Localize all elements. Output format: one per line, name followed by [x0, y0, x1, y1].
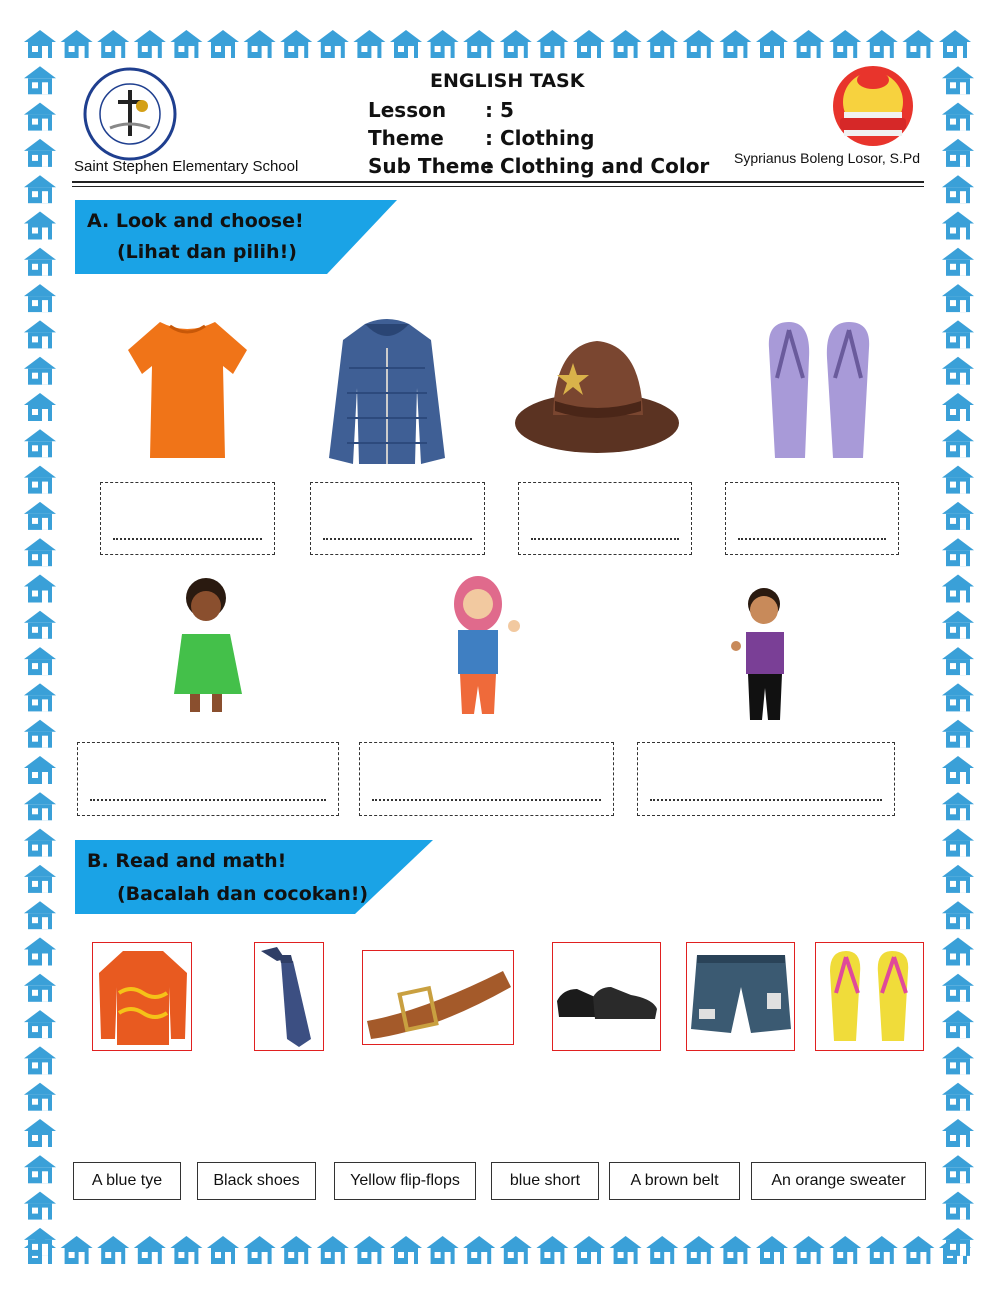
- house-icon: [280, 1236, 312, 1264]
- house-icon: [866, 1236, 898, 1264]
- house-icon: [317, 1236, 349, 1264]
- house-icon: [170, 30, 202, 58]
- house-icon: [829, 1236, 861, 1264]
- house-icon: [24, 212, 56, 240]
- house-icon: [24, 502, 56, 530]
- house-icon: [942, 1046, 974, 1074]
- orange-sweater-picture[interactable]: [92, 942, 192, 1051]
- house-icon: [942, 466, 974, 494]
- header-divider: [72, 181, 924, 183]
- house-icon: [756, 30, 788, 58]
- house-icon: [939, 30, 971, 58]
- option-orange-sweater[interactable]: An orange sweater: [751, 1162, 926, 1200]
- answer-line: [323, 538, 472, 540]
- house-icon: [244, 1236, 276, 1264]
- answer-line: [113, 538, 262, 540]
- house-icon: [24, 575, 56, 603]
- option-blue-short[interactable]: blue short: [491, 1162, 599, 1200]
- house-icon: [942, 974, 974, 1002]
- brown-cowboy-hat-image: [513, 335, 681, 460]
- answer-box-child-1[interactable]: [77, 742, 339, 816]
- house-icon: [536, 1236, 568, 1264]
- house-icon: [134, 30, 166, 58]
- house-icon: [61, 30, 93, 58]
- house-icon: [573, 1236, 605, 1264]
- option-blue-tie[interactable]: A blue tye: [73, 1162, 181, 1200]
- answer-box-hat[interactable]: [518, 482, 692, 555]
- house-icon: [942, 212, 974, 240]
- house-icon: [942, 1155, 974, 1183]
- house-icon: [24, 175, 56, 203]
- house-icon: [24, 429, 56, 457]
- house-icon: [24, 1083, 56, 1111]
- house-icon: [353, 30, 385, 58]
- house-icon: [942, 66, 974, 94]
- house-icon: [24, 901, 56, 929]
- house-icon: [942, 538, 974, 566]
- house-icon: [170, 1236, 202, 1264]
- house-icon: [536, 30, 568, 58]
- purple-flip-flops-image: [763, 318, 875, 463]
- house-icon: [683, 30, 715, 58]
- house-icon: [24, 1228, 56, 1256]
- house-icon: [24, 1155, 56, 1183]
- house-icon: [942, 393, 974, 421]
- house-icon: [463, 1236, 495, 1264]
- boy-purple-shirt-image: [730, 584, 802, 732]
- house-icon: [207, 1236, 239, 1264]
- house-icon: [24, 720, 56, 748]
- house-icon: [942, 103, 974, 131]
- option-yellow-flip-flops[interactable]: Yellow flip-flops: [334, 1162, 476, 1200]
- answer-box-tshirt[interactable]: [100, 482, 275, 555]
- house-icon: [24, 357, 56, 385]
- answer-box-child-3[interactable]: [637, 742, 895, 816]
- option-black-shoes[interactable]: Black shoes: [197, 1162, 316, 1200]
- house-icon: [97, 1236, 129, 1264]
- house-icon: [942, 248, 974, 276]
- school-logo: [80, 66, 180, 162]
- house-icon: [719, 1236, 751, 1264]
- house-icon: [942, 284, 974, 312]
- school-name: Saint Stephen Elementary School: [74, 158, 299, 175]
- house-icon: [24, 683, 56, 711]
- house-icon: [942, 865, 974, 893]
- house-icon: [24, 466, 56, 494]
- yellow-flip-flops-picture[interactable]: [815, 942, 924, 1051]
- house-icon: [942, 720, 974, 748]
- girl-hijab-orange-pants-image: [444, 574, 528, 729]
- house-icon: [24, 30, 56, 58]
- house-icon: [390, 1236, 422, 1264]
- brown-belt-picture[interactable]: [362, 950, 514, 1045]
- house-icon: [463, 30, 495, 58]
- house-icon: [390, 30, 422, 58]
- house-icon: [24, 611, 56, 639]
- house-icon: [610, 1236, 642, 1264]
- house-icon: [24, 538, 56, 566]
- house-icon: [24, 647, 56, 675]
- house-icon: [942, 502, 974, 530]
- house-icon: [353, 1236, 385, 1264]
- black-shoes-picture[interactable]: [552, 942, 661, 1051]
- house-icon: [942, 683, 974, 711]
- house-icon: [24, 974, 56, 1002]
- house-icon: [317, 30, 349, 58]
- house-icon: [942, 829, 974, 857]
- house-icon: [942, 1119, 974, 1147]
- house-icon: [244, 30, 276, 58]
- house-icon: [829, 30, 861, 58]
- house-icon: [24, 865, 56, 893]
- answer-line: [372, 799, 601, 801]
- house-icon: [24, 1046, 56, 1074]
- house-icon: [610, 30, 642, 58]
- house-icon: [793, 1236, 825, 1264]
- girl-green-dress-image: [168, 576, 248, 728]
- house-icon: [683, 1236, 715, 1264]
- answer-line: [738, 538, 886, 540]
- lesson-label: Lesson: [368, 98, 447, 122]
- house-icon: [942, 139, 974, 167]
- house-icon: [24, 1119, 56, 1147]
- house-icon: [719, 30, 751, 58]
- house-icon: [24, 284, 56, 312]
- house-icon: [646, 30, 678, 58]
- house-icon: [427, 1236, 459, 1264]
- house-icon: [902, 30, 934, 58]
- house-icon: [942, 175, 974, 203]
- section-a-title: A. Look and choose!: [87, 210, 304, 232]
- section-a-subtitle: (Lihat dan pilih!): [117, 241, 297, 263]
- house-icon: [207, 30, 239, 58]
- house-icon: [24, 393, 56, 421]
- house-icon: [866, 30, 898, 58]
- section-b-title: B. Read and math!: [87, 850, 287, 872]
- house-icon: [24, 320, 56, 348]
- house-icon: [427, 30, 459, 58]
- house-icon: [756, 1236, 788, 1264]
- section-a-banner: [75, 200, 397, 274]
- orange-tshirt-image: [125, 318, 250, 463]
- house-icon: [942, 1010, 974, 1038]
- house-icon: [942, 792, 974, 820]
- house-icon: [24, 1192, 56, 1220]
- house-icon: [24, 248, 56, 276]
- house-icon: [942, 575, 974, 603]
- header-divider-thin: [72, 186, 924, 187]
- house-icon: [24, 829, 56, 857]
- teacher-name: Syprianus Boleng Losor, S.Pd: [734, 150, 921, 166]
- subtheme-label: Sub Theme: [368, 154, 494, 178]
- theme-value: : Clothing: [485, 126, 595, 150]
- section-b-banner: [75, 840, 433, 914]
- house-icon: [24, 66, 56, 94]
- house-icon: [942, 647, 974, 675]
- answer-line: [650, 799, 882, 801]
- house-icon: [902, 1236, 934, 1264]
- house-icon: [24, 1010, 56, 1038]
- answer-box-flip-flops[interactable]: [725, 482, 899, 555]
- house-icon: [500, 1236, 532, 1264]
- page-title: ENGLISH TASK: [430, 70, 585, 92]
- house-icon: [942, 1228, 974, 1256]
- answer-box-jacket[interactable]: [310, 482, 485, 555]
- house-icon: [942, 938, 974, 966]
- house-icon: [61, 1236, 93, 1264]
- blue-jacket-image: [325, 318, 449, 466]
- house-icon: [942, 611, 974, 639]
- house-icon: [24, 139, 56, 167]
- answer-line: [90, 799, 326, 801]
- lesson-value: : 5: [485, 98, 514, 122]
- house-icon: [942, 1083, 974, 1111]
- house-icon: [942, 756, 974, 784]
- option-brown-belt[interactable]: A brown belt: [609, 1162, 740, 1200]
- house-icon: [134, 1236, 166, 1264]
- house-icon: [97, 30, 129, 58]
- house-icon: [24, 756, 56, 784]
- answer-box-child-2[interactable]: [359, 742, 614, 816]
- house-icon: [573, 30, 605, 58]
- blue-shorts-picture[interactable]: [686, 942, 795, 1051]
- house-icon: [942, 357, 974, 385]
- house-icon: [942, 1192, 974, 1220]
- house-icon: [24, 792, 56, 820]
- house-icon: [793, 30, 825, 58]
- house-icon: [942, 429, 974, 457]
- house-icon: [646, 1236, 678, 1264]
- english-class-logo: [824, 62, 922, 150]
- subtheme-value: : Clothing and Color: [485, 154, 710, 178]
- house-icon: [24, 103, 56, 131]
- blue-tie-picture[interactable]: [254, 942, 324, 1051]
- house-icon: [942, 901, 974, 929]
- house-icon: [280, 30, 312, 58]
- theme-label: Theme: [368, 126, 444, 150]
- house-icon: [942, 320, 974, 348]
- section-b-subtitle: (Bacalah dan cocokan!): [117, 883, 369, 905]
- house-icon: [500, 30, 532, 58]
- answer-line: [531, 538, 679, 540]
- house-icon: [24, 938, 56, 966]
